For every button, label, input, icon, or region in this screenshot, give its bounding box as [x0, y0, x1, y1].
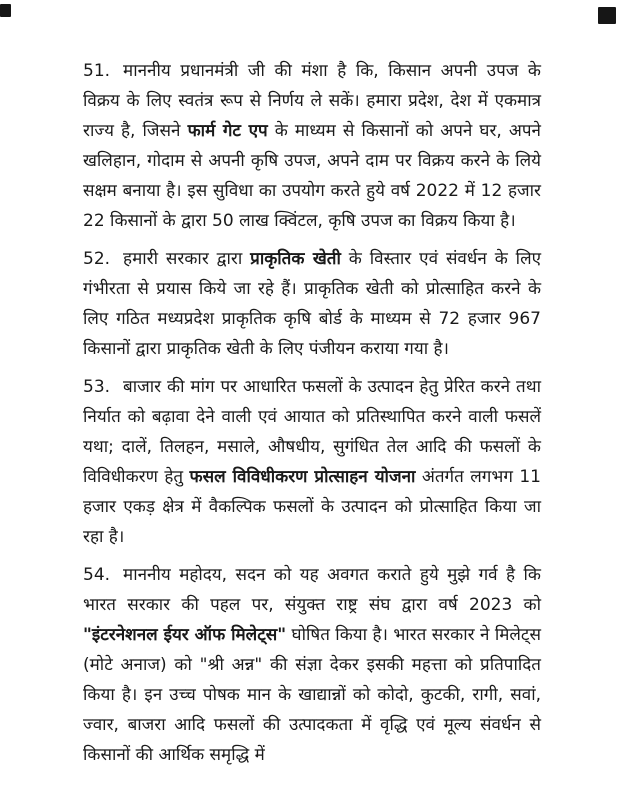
paragraph-number: 53.: [83, 377, 111, 397]
text-block: [83, 56, 541, 778]
paragraph-number: 51.: [83, 61, 111, 81]
text-run: अंतर्गत लगभग 11 हजार एकड़ क्षेत्र में वैकल्पिक फसलों के उत्पादन को प्रोत्साहित किया जा रहा है।: [83, 467, 541, 547]
text-run: के विस्तार एवं संवर्धन के लिए गंभीरता से प्रयास किये जा रहे हैं। प्राकृतिक खेती को प्रोत्साहित करने के लिए गठित मध्यप्रदेश प्राकृतिक कृषि बोर्ड के माध्यम से 72 हजार 967 किसानों द्वारा प्राकृतिक खेती के लिए पंजीयन कराया गया है।: [83, 249, 541, 359]
text-run: माननीय महोदय, सदन को यह अवगत कराते हुये मुझे गर्व है कि भारत सरकार की पहल पर, संयुक्त राष्ट्र संघ द्वारा वर्ष 2023 को: [83, 565, 541, 615]
text-run: बाजार की मांग पर आधारित फसलों के उत्पादन हेतु प्रेरित करने तथा निर्यात को बढ़ावा देने वाली एवं आयात को प्रतिस्थापित करने वाली फसलें यथा; दालें, तिलहन, मसाले, औषधीय, सुगंधित तेल आदि की फसलों के विविधीकरण हेतु: [83, 377, 541, 487]
scan-artifact-top-left: [0, 4, 11, 17]
highlighted-text-run: फार्म गेट एप: [187, 121, 268, 141]
paragraph-54: [83, 560, 541, 770]
paragraph-53: [83, 372, 541, 552]
text-run: हमारी सरकार द्वारा: [123, 249, 251, 269]
scan-artifact-top-right: [598, 7, 616, 24]
highlighted-text-run: "इंटरनेशनल ईयर ऑफ मिलेट्स": [83, 625, 287, 645]
text-run: माननीय प्रधानमंत्री जी की मंशा है कि, किसान अपनी उपज के विक्रय के लिए स्वतंत्र रूप से निर्णय ले सकें। हमारा प्रदेश, देश में एकमात्र राज्य है, जिसने: [83, 61, 541, 141]
text-run: के माध्यम से किसानों को अपने घर, अपने खलिहान, गोदाम से अपनी कृषि उपज, अपने दाम पर विक्रय करने के लिये सक्षम बनाया है। इस सुविधा का उपयोग करते हुये वर्ष 2022 में 12 हजार 22 किसानों के द्वारा 50 लाख क्विंटल, कृषि उपज का विक्रय किया है।: [83, 121, 541, 231]
highlighted-text-run: फसल विविधीकरण प्रोत्साहन योजना: [189, 467, 416, 487]
paragraph-number: 52.: [83, 249, 111, 269]
paragraph-51: [83, 56, 541, 236]
highlighted-text-run: प्राकृतिक खेती: [250, 249, 341, 269]
text-run: घोषित किया है। भारत सरकार ने मिलेट्स (मोटे अनाज) को "श्री अन्न" की संज्ञा देकर इसकी महत्ता को प्रतिपादित किया है। इन उच्च पोषक मान के खाद्यान्नों को कोदो, कुटकी, रागी, सवां, ज्वार, बाजरा आदि फसलों की उत्पादकता में वृद्धि एवं मूल्य संवर्धन से किसानों की आर्थिक समृद्धि में: [83, 625, 541, 765]
paragraph-52: [83, 244, 541, 364]
paragraph-number: 54.: [83, 565, 111, 585]
